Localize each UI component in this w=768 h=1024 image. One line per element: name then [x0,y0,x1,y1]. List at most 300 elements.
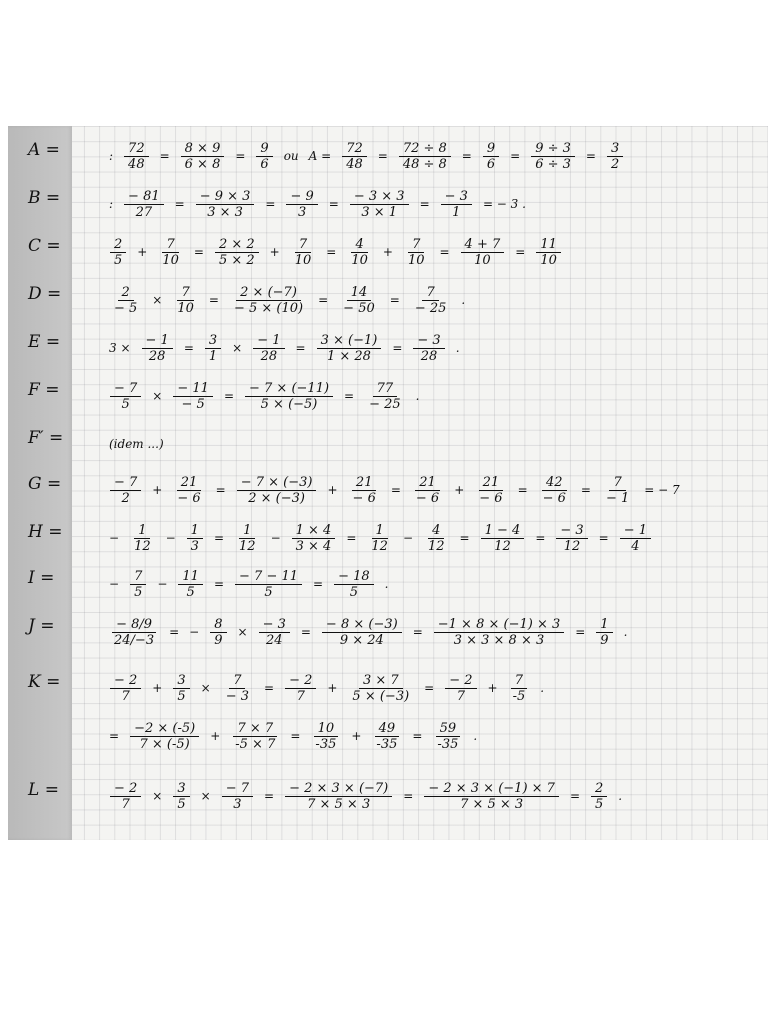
fraction [286,189,317,220]
denominator: 6 [260,156,269,172]
fraction [110,237,126,268]
denominator: − 25 [369,396,401,412]
operator: + [152,681,163,695]
operator: − [109,577,120,591]
operator: × [200,681,211,695]
numerator: − 2 × 3 × (−7) [285,781,392,797]
fraction [348,673,413,704]
operator: . [384,577,389,591]
denominator: − 1 [605,490,630,506]
fraction [620,523,651,554]
denominator: − 5 × (10) [233,300,304,316]
fraction [158,237,183,268]
operator: − [402,531,413,545]
expression [108,610,628,654]
fraction [110,475,141,506]
numerator: − 2 [110,673,141,689]
denominator: 5 [349,584,358,600]
fraction [292,523,336,554]
numerator: 9 ÷ 3 [531,141,575,157]
numerator: − 1 [620,523,651,539]
fraction [230,285,307,316]
exercise-label: G = [28,474,62,494]
numerator: 59 [436,721,461,737]
numerator: 2 [118,285,134,301]
numerator: 3 [205,333,221,349]
denominator: − 5 [114,300,138,316]
operator: = [575,625,586,639]
fraction [596,617,612,648]
denominator: 5 [134,584,143,600]
fraction [110,617,158,648]
fraction [178,569,203,600]
operator: = [169,625,180,639]
operator: = [208,293,219,307]
fraction [322,617,402,648]
denominator: 10 [540,252,557,268]
denominator: − 3 [225,688,249,704]
operator: = [109,729,120,743]
operator: = [517,483,528,497]
numerator: − 2 [285,673,316,689]
fraction [531,141,575,172]
operator: + [327,681,338,695]
denominator: 5 × (−3) [352,688,410,704]
operator: = [328,197,339,211]
fraction [317,333,382,364]
fraction [173,475,204,506]
operator: ou [283,149,299,163]
expression [108,326,461,370]
fraction [235,569,302,600]
denominator: 5 [177,796,186,812]
operator: + [351,729,362,743]
exercise-row [28,714,764,764]
fraction [399,141,451,172]
fraction [483,141,499,172]
operator: . [415,389,420,403]
operator: = [213,577,225,591]
denominator: -5 [512,688,526,704]
expression [108,516,653,560]
expression [108,666,545,710]
operator: × [152,389,163,403]
numerator: 21 [177,475,202,491]
numerator: − 9 × 3 [196,189,255,205]
expression [108,230,563,274]
numerator: − 3 × 3 [350,189,409,205]
exercise-row [28,134,764,184]
operator: × [232,341,243,355]
operator: = [235,149,246,163]
operator: = [389,293,400,307]
denominator: 27 [135,204,153,220]
denominator: 5 [186,584,195,600]
fraction [130,569,146,600]
denominator: − 6 [479,490,503,506]
operator: = [569,789,581,803]
numerator: − 7 [222,781,253,797]
fraction [347,237,372,268]
exercise-row [28,422,764,472]
denominator: 48 [346,156,363,172]
operator: = [213,531,225,545]
operator: × [152,789,163,803]
numerator: 21 [415,475,440,491]
operator: + [454,483,465,497]
operator: + [269,245,280,259]
numerator: 7 × 7 [233,721,277,737]
fraction [365,381,405,412]
denominator: 10 [474,252,491,268]
operator: + [210,729,221,743]
numerator: 1 [372,523,388,539]
operator: = [439,245,450,259]
denominator: 2 [121,490,130,506]
denominator: − 6 [542,490,566,506]
operator: = [264,681,275,695]
fraction [602,475,633,506]
handwritten-exercises [8,126,768,840]
fraction [245,381,333,412]
denominator: 3 × 1 [361,204,398,220]
operator: = [424,681,435,695]
operator: . [623,625,628,639]
numerator: −1 × 8 × (−1) × 3 [434,617,564,633]
denominator: 7 [296,688,305,704]
fraction [130,523,155,554]
numerator: 11 [178,569,203,585]
fraction [130,721,199,752]
numerator: 8 × 9 [181,141,225,157]
operator: + [137,245,148,259]
operator: . [540,681,545,695]
fraction [259,617,290,648]
fraction [434,617,564,648]
denominator: 2 × (−3) [248,490,305,506]
numerator: 3 [173,781,189,797]
numerator: 4 [428,523,444,539]
denominator: 6 [486,156,496,172]
fraction [235,523,260,554]
exercise-row [28,326,764,376]
denominator: 1 [452,204,461,220]
operator: . [473,729,478,743]
denominator: 12 [239,538,256,554]
operator: = [318,293,329,307]
fraction [445,673,476,704]
numerator: 9 [256,141,272,157]
denominator: − 6 [352,490,376,506]
denominator: 24/−3 [114,632,155,648]
operator: = [412,625,423,639]
numerator: − 7 [110,381,141,397]
numerator: 7 [229,673,245,689]
numerator: 7 [295,237,311,253]
operator: : [109,197,114,211]
numerator: 3 [607,141,623,157]
operator: = [598,531,609,545]
numerator: 2 × 2 [215,237,259,253]
numerator: 1 [187,523,203,539]
fraction [556,523,587,554]
numerator: 1 [134,523,150,539]
numerator: 3 × (−1) [317,333,382,349]
denominator: 7 × (-5) [139,736,190,752]
expression [108,774,623,818]
numerator: 21 [352,475,377,491]
numerator: 7 [130,569,146,585]
numerator: 2 × (−7) [236,285,301,301]
numerator: − 3 [441,189,472,205]
operator: . [618,789,623,803]
numerator: 11 [536,237,561,253]
operator: = [510,149,521,163]
fraction [222,673,253,704]
fraction [481,523,525,554]
denominator: 9 [600,632,609,648]
numerator: 42 [542,475,567,491]
numerator: 77 [373,381,398,397]
numerator: 21 [479,475,504,491]
denominator: 3 × 4 [295,538,332,554]
numerator: 8 [210,617,226,633]
fraction [349,475,380,506]
exercise-row [28,774,764,824]
fraction [424,523,449,554]
numerator: 1 − 4 [481,523,525,539]
operator: = [461,149,472,163]
operator: + [382,245,393,259]
fraction [187,523,203,554]
operator: = [264,789,275,803]
exercise-label: L = [28,780,59,800]
numerator: − 7 [110,475,141,491]
fraction [591,781,607,812]
operator: = [223,389,234,403]
operator: = [515,245,526,259]
numerator: 9 [483,141,499,157]
expression [108,422,165,466]
operator: . [455,341,460,355]
numerator: −2 × (-5) [130,721,199,737]
numerator: − 1 [142,333,173,349]
fraction [424,781,559,812]
fraction [372,721,401,752]
denominator: 5 [114,252,123,268]
operator: = [290,729,301,743]
fraction [291,237,316,268]
denominator: -35 [437,736,459,752]
operator: = [193,245,204,259]
operator: − [270,531,281,545]
fraction [339,285,379,316]
denominator: -35 [376,736,398,752]
numerator: 7 [408,237,424,253]
fraction [509,673,530,704]
exercise-label: F′ = [28,428,64,448]
exercise-label: K = [28,672,61,692]
denominator: 3 [233,796,242,812]
numerator: 49 [375,721,400,737]
numerator: − 3 [259,617,290,633]
denominator: 48 ÷ 8 [402,156,447,172]
numerator: 72 ÷ 8 [399,141,451,157]
operator: = [377,149,388,163]
fraction [181,141,225,172]
fraction [311,721,340,752]
numerator: 72 [124,141,149,157]
numerator: 7 [177,285,193,301]
numerator: − 7 × (−11) [245,381,333,397]
operator: (idem ...) [109,437,164,451]
numerator: 2 [591,781,607,797]
denominator: -35 [315,736,337,752]
numerator: − 8 × (−3) [322,617,402,633]
denominator: 1 [208,348,218,364]
operator: × [152,293,163,307]
denominator: 48 [128,156,145,172]
numerator: 14 [347,285,372,301]
expression [108,278,466,322]
fraction [110,285,141,316]
operator: × [237,625,248,639]
fraction [110,381,141,412]
numerator: − 8/9 [112,617,156,633]
operator: = [403,789,414,803]
denominator: 10 [162,252,179,268]
exercise-label: E = [28,332,61,352]
denominator: 7 × 5 × 3 [460,796,524,812]
denominator: 5 × 2 [218,252,255,268]
denominator: 9 [214,632,223,648]
fraction [215,237,259,268]
denominator: 3 [190,538,199,554]
denominator: − 50 [343,300,375,316]
fraction [173,781,189,812]
denominator: 28 [148,348,166,364]
denominator: − 6 [177,490,201,506]
fraction [412,475,443,506]
exercise-row [28,230,764,280]
operator: + [152,483,163,497]
denominator: -5 × 7 [235,736,276,752]
exercise-row [28,562,764,612]
expression [108,562,389,606]
exercise-row [28,516,764,566]
fraction [256,141,272,172]
numerator: 7 [511,673,527,689]
numerator: − 7 − 11 [235,569,302,585]
fraction [411,285,451,316]
fraction [173,381,213,412]
fraction [142,333,173,364]
fraction [210,617,226,648]
operator: = [580,483,591,497]
denominator: 28 [260,348,278,364]
exercise-label: C = [28,236,61,256]
fraction [285,781,392,812]
exercise-row [28,610,764,660]
numerator: − 2 × 3 × (−1) × 7 [424,781,559,797]
operator: = [215,483,226,497]
numerator: − 11 [173,381,213,397]
numerator: − 1 [253,333,284,349]
operator: − [109,531,120,545]
denominator: 6 ÷ 3 [535,156,571,172]
numerator: 1 [596,617,612,633]
expression [108,468,681,512]
denominator: 10 [177,300,194,316]
fraction [350,189,409,220]
denominator: 5 [121,396,130,412]
fraction [413,333,444,364]
fraction [475,475,506,506]
fraction [334,569,374,600]
numerator: − 2 [445,673,476,689]
denominator: 12 [428,538,445,554]
operator: = − 3 . [482,197,526,211]
denominator: 12 [371,538,388,554]
exercise-row [28,468,764,518]
fraction [253,333,284,364]
operator: = [412,729,423,743]
denominator: 10 [351,252,368,268]
operator: = [300,625,311,639]
numerator: 1 × 4 [292,523,336,539]
fraction [342,141,367,172]
operator: − [189,625,200,639]
operator: = [535,531,546,545]
denominator: 12 [494,538,511,554]
fraction [461,237,505,268]
numerator: 10 [314,721,339,737]
operator: A = [308,149,332,163]
operator: 3 × [109,341,131,355]
operator: = [313,577,324,591]
operator: + [487,681,498,695]
exercise-label: D = [28,284,62,304]
exercise-row [28,182,764,232]
numerator: 72 [342,141,367,157]
denominator: 10 [407,252,425,268]
denominator: 2 [610,156,620,172]
numerator: 3 [173,673,189,689]
operator: . [461,293,466,307]
denominator: 6 × 8 [184,156,221,172]
fraction [367,523,392,554]
numerator: − 9 [286,189,317,205]
denominator: 28 [420,348,438,364]
denominator: 5 [264,584,273,600]
denominator: 24 [265,632,283,648]
exercise-row [28,374,764,424]
fraction [196,189,255,220]
operator: = [183,341,194,355]
operator: = [265,197,276,211]
operator: = [459,531,470,545]
denominator: − 6 [415,490,440,506]
denominator: 12 [134,538,151,554]
numerator: 1 [239,523,255,539]
denominator: 5 [177,688,186,704]
exercise-label: J = [28,616,55,636]
fraction [110,673,141,704]
operator: = − 7 [644,483,680,497]
expression [108,714,478,758]
fraction [110,781,141,812]
denominator: 12 [563,538,581,554]
